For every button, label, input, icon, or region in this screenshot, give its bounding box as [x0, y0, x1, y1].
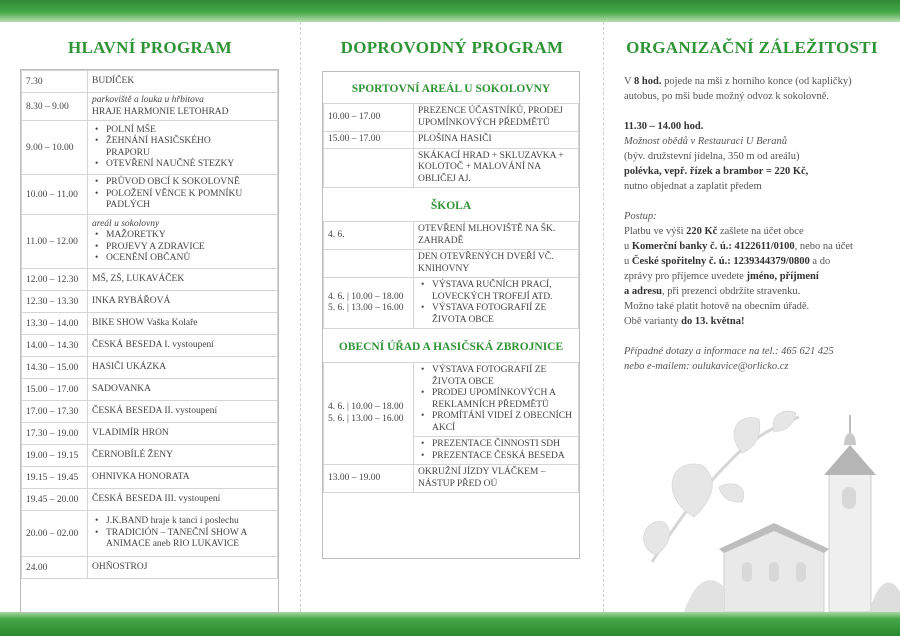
main-program-column — [0, 22, 300, 612]
act-cell: SADOVANKA — [88, 379, 278, 401]
time-cell: 14.00 – 14.30 — [22, 335, 88, 357]
list-item: • POLNÍ MŠE — [92, 125, 252, 137]
act-cell: PLOŠINA HASIČI — [414, 132, 579, 149]
payment-heading: Postup: — [624, 211, 657, 222]
list-item: • VÝSTAVA FOTOGRAFIÍ ZE ŽIVOTA OBCE — [418, 365, 574, 388]
text-span: , při prezenci obdržíte stravenku. — [662, 286, 801, 297]
lunch-place: Možnost obědů v Restauraci U Beranů — [624, 136, 788, 147]
table-row — [22, 401, 278, 423]
church-illustration — [624, 387, 900, 612]
table-row — [22, 511, 278, 557]
price: 220 Kč — [686, 226, 718, 237]
table-row — [22, 379, 278, 401]
contact-email: nebo e-mailem: oulukavice@orlicko.cz — [624, 361, 789, 372]
time-cell: 19.00 – 19.15 — [22, 445, 88, 467]
section-title-sport: SPORTOVNÍ AREÁL U SOKOLOVNY — [351, 83, 551, 95]
text-span: Možno také platit hotově na obecním úřadě. — [624, 301, 810, 312]
table-row — [22, 445, 278, 467]
account-number: 4122611/0100 — [731, 241, 795, 252]
act-cell: VLADIMÍR HRON — [88, 423, 278, 445]
text-span: zprávy pro příjemce uvedete — [624, 271, 747, 282]
time-cell: 12.30 – 13.30 — [22, 291, 88, 313]
time-line: 4. 6. | 10.00 – 18.00 — [328, 291, 404, 302]
time-cell: 7.30 — [22, 71, 88, 93]
act-cell: PREZENCE ÚČASTNÍKŮ, PRODEJ UPOMÍNKOVÝCH PŘEDMĚTŮ — [414, 104, 579, 132]
organization-text — [624, 74, 886, 374]
act-text: HRAJE HARMONIE LETOHRAD — [92, 106, 229, 117]
table-row — [22, 215, 278, 269]
school-table — [323, 221, 579, 329]
table-row — [22, 291, 278, 313]
sport-table — [323, 103, 579, 188]
section-title-school: ŠKOLA — [430, 200, 472, 212]
table-row — [324, 132, 579, 149]
act-note: areál u sokolovny — [92, 218, 160, 229]
lunch-time: 11.30 – 14.00 hod. — [624, 121, 704, 132]
act-cell: OTEVŘENÍ MLHOVIŠTĚ NA ŠK. ZAHRADĚ — [414, 222, 579, 250]
list-item: • TRADICIÓN – TANEČNÍ SHOW A ANIMACE aneb RIO LUKAVICE — [92, 528, 277, 551]
table-row — [22, 467, 278, 489]
text-span: zašlete na účet obce — [717, 226, 804, 237]
church-icon — [684, 415, 900, 612]
time-line: 5. 6. | 13.00 – 16.00 — [328, 303, 404, 313]
table-row — [22, 121, 278, 175]
list-item: • PRŮVOD OBCÍ K SOKOLOVNĚ — [92, 177, 272, 189]
main-program-frame — [20, 69, 279, 613]
time-line: 4. 6. | 10.00 – 18.00 — [328, 402, 404, 412]
main-program-table — [21, 70, 278, 579]
act-cell: OHŇOSTROJ — [88, 557, 278, 579]
contact-phone: Případné dotazy a informace na tel.: 465 621 425 — [624, 346, 834, 357]
text-span: , nebo na účet — [794, 241, 853, 252]
side-program-column — [301, 22, 603, 612]
list-item: • PREZENTACE ČINNOSTI SDH — [418, 439, 574, 451]
text-span: nutno objednat a zaplatit předem — [624, 181, 762, 192]
deadline: do 13. května! — [681, 316, 745, 327]
table-row — [22, 335, 278, 357]
list-item: • J.K.BAND hraje k tanci i poslechu — [92, 516, 277, 528]
account-number: 1239344379/0800 — [730, 256, 810, 267]
act-cell: SKÁKACÍ HRAD + SKLUZAVKA + KOLOTOČ + MALOVÁNÍ NA OBLIČEJ AJ. — [414, 148, 579, 188]
list-item: • POLOŽENÍ VĚNCE K POMNÍKU PADLÝCH — [92, 189, 272, 212]
list-item: • PROJEVY A ZDRAVICE — [92, 242, 277, 254]
time-cell: 17.30 – 19.00 — [22, 423, 88, 445]
time-cell: 15.00 – 17.00 — [324, 132, 414, 149]
list-item: • VÝSTAVA FOTOGRAFIÍ ZE ŽIVOTA OBCE — [418, 303, 574, 326]
act-cell: OKRUŽNÍ JÍZDY VLÁČKEM – NÁSTUP PŘED OÚ — [414, 465, 579, 493]
text-span: (býv. družstevní jídelna, 350 m od areálu) — [624, 151, 800, 162]
time-cell: 24.00 — [22, 557, 88, 579]
table-row — [324, 104, 579, 132]
bus-paragraph — [624, 74, 886, 104]
time-cell: 15.00 – 17.00 — [22, 379, 88, 401]
time-cell: 14.30 – 15.00 — [22, 357, 88, 379]
top-green-band — [0, 0, 900, 22]
list-item: • OCENĚNÍ OBČANŮ — [92, 253, 277, 265]
act-note: parkoviště a louka u hřbitova — [92, 95, 204, 105]
list-item: • PRODEJ UPOMÍNKOVÝCH A REKLAMNÍCH PŘEDMĚTŮ — [418, 388, 574, 411]
act-cell: BUDÍČEK — [88, 71, 278, 93]
text-span: Platbu ve výši — [624, 226, 687, 237]
time-cell: 13.30 – 14.00 — [22, 313, 88, 335]
list-item: • PROMÍTÁNÍ VIDEÍ Z OBECNÍCH AKCÍ — [418, 411, 574, 434]
time-cell: 11.00 – 12.00 — [22, 215, 88, 269]
side-program-title: DOPROVODNÝ PROGRAM — [340, 38, 564, 57]
table-row — [324, 465, 579, 493]
table-row — [22, 423, 278, 445]
contact-paragraph — [624, 344, 886, 374]
table-row — [22, 93, 278, 121]
table-row — [22, 175, 278, 215]
list-item: • VÝSTAVA RUČNÍCH PRACÍ, LOVECKÝCH TROFEJÍ ATD. — [418, 280, 574, 303]
bold-span: a adresu — [624, 286, 663, 297]
time-cell — [324, 148, 414, 188]
bus-time: 8 hod. — [634, 76, 662, 87]
bold-span: jméno, příjmení — [746, 271, 819, 282]
act-cell: BIKE SHOW Vaška Kolaře — [88, 313, 278, 335]
table-row — [22, 269, 278, 291]
act-cell: DEN OTEVŘENÝCH DVEŘÍ VČ. KNIHOVNY — [414, 250, 579, 278]
act-cell: ČESKÁ BESEDA II. vystoupení — [88, 401, 278, 423]
time-cell: 20.00 – 02.00 — [22, 511, 88, 557]
list-item: • PREZENTACE ČESKÁ BESEDA — [418, 451, 574, 463]
text-span: a do — [809, 256, 831, 267]
table-row — [324, 363, 579, 437]
act-cell: ČESKÁ BESEDA III. vystoupení — [88, 489, 278, 511]
act-cell: ČERNOBÍLÉ ŽENY — [88, 445, 278, 467]
act-cell: ČESKÁ BESEDA I. vystoupení — [88, 335, 278, 357]
office-table — [323, 362, 579, 493]
organization-column — [604, 22, 900, 612]
text-span: Obě varianty — [624, 316, 682, 327]
bottom-green-band — [0, 612, 900, 636]
lunch-menu: polévka, vepř. řízek a brambor = 220 Kč, — [624, 166, 809, 177]
time-cell: 19.15 – 19.45 — [22, 467, 88, 489]
table-row — [324, 222, 579, 250]
side-program-frame — [322, 71, 580, 559]
act-cell: OHNIVKA HONORATA — [88, 467, 278, 489]
act-cell: MŠ, ZŠ, LUKAVÁČEK — [88, 269, 278, 291]
time-cell: 8.30 – 9.00 — [22, 93, 88, 121]
time-cell: 10.00 – 11.00 — [22, 175, 88, 215]
time-line: 5. 6. | 13.00 – 16.00 — [328, 413, 404, 424]
table-row — [22, 357, 278, 379]
table-row — [22, 313, 278, 335]
act-cell: HASIČI UKÁZKA — [88, 357, 278, 379]
text-span: u — [624, 241, 632, 252]
table-row — [324, 250, 579, 278]
time-cell: 13.00 – 19.00 — [324, 465, 414, 493]
time-cell: 19.45 – 20.00 — [22, 489, 88, 511]
text-span: u — [624, 256, 632, 267]
text-span: pojede na mši z horního konce (od kapličky) autobus, po mši bude možný odvoz k sokolovně. — [624, 76, 852, 102]
table-row — [324, 278, 579, 329]
time-cell: 12.00 – 12.30 — [22, 269, 88, 291]
list-item: • OTEVŘENÍ NAUČNÉ STEZKY — [92, 159, 252, 171]
section-title-office: OBECNÍ ÚŘAD A HASIČSKÁ ZBROJNICE — [338, 341, 564, 353]
act-cell: INKA RYBÁŘOVÁ — [88, 291, 278, 313]
organization-title: ORGANIZAČNÍ ZÁLEŽITOSTI — [626, 38, 878, 57]
time-cell: 4. 6. — [324, 222, 414, 250]
bank-name: Komerční banky č. ú.: — [631, 241, 732, 252]
payment-paragraph — [624, 209, 886, 329]
main-program-title: HLAVNÍ PROGRAM — [68, 38, 232, 57]
bank-name: České spořitelny č. ú.: — [631, 256, 731, 267]
table-row — [22, 489, 278, 511]
time-cell: 10.00 – 17.00 — [324, 104, 414, 132]
table-row — [22, 557, 278, 579]
time-cell: 17.00 – 17.30 — [22, 401, 88, 423]
list-item: • MAŽORETKY — [92, 230, 277, 242]
time-cell — [324, 250, 414, 278]
text-span: V — [624, 76, 635, 87]
time-cell: 9.00 – 10.00 — [22, 121, 88, 175]
list-item: • ŽEHNÁNÍ HASIČSKÉHO PRAPORU — [92, 136, 252, 159]
table-row — [324, 148, 579, 188]
lunch-paragraph — [624, 119, 886, 194]
table-row — [22, 71, 278, 93]
